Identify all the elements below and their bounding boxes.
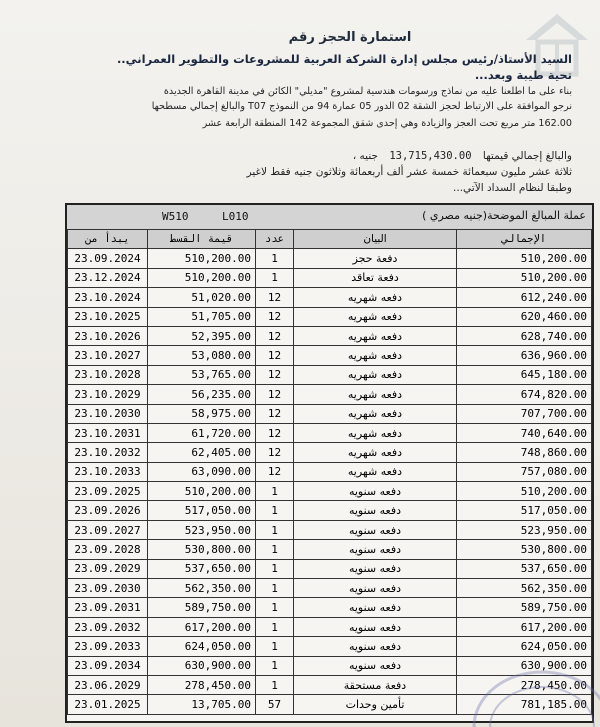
row-total: 645,180.00 — [457, 365, 592, 384]
header-row — [68, 230, 592, 249]
row-installment-value: 517,050.00 — [148, 501, 256, 520]
row-count: 12 — [256, 288, 294, 307]
row-installment-value: 589,750.00 — [148, 598, 256, 617]
row-statement: دفعة حجز — [294, 249, 457, 268]
schedule-grid — [67, 229, 592, 715]
row-total: 530,800.00 — [457, 540, 592, 559]
row-start-date: 23.10.2026 — [68, 326, 148, 345]
row-installment-value: 61,720.00 — [148, 423, 256, 442]
row-total: 278,450.00 — [457, 675, 592, 694]
col-installment-value: قيمة القسط — [148, 230, 256, 249]
total-value-line — [353, 150, 572, 162]
row-statement: دفعة مستحقة — [294, 675, 457, 694]
row-count: 1 — [256, 501, 294, 520]
row-start-date: 23.01.2025 — [68, 695, 148, 714]
row-start-date: 23.09.2034 — [68, 656, 148, 675]
row-statement: دفعه سنويه — [294, 637, 457, 656]
row-installment-value: 630,900.00 — [148, 656, 256, 675]
row-installment-value: 52,395.00 — [148, 326, 256, 345]
row-total: 617,200.00 — [457, 617, 592, 636]
row-total: 612,240.00 — [457, 288, 592, 307]
table-row — [68, 404, 592, 423]
total-in-words: ثلاثة عشر مليون سبعمائة خمسة عشر ألف أربعمائة وثلاثون جنيه فقط لاغير — [246, 166, 572, 178]
greeting: تحية طيبة وبعد... — [474, 68, 572, 82]
row-installment-value: 537,650.00 — [148, 559, 256, 578]
row-start-date: 23.09.2029 — [68, 559, 148, 578]
row-count: 1 — [256, 482, 294, 501]
row-statement: دفعه سنويه — [294, 482, 457, 501]
row-total: 636,960.00 — [457, 346, 592, 365]
table-row — [68, 617, 592, 636]
row-installment-value: 523,950.00 — [148, 520, 256, 539]
row-count: 1 — [256, 268, 294, 287]
row-start-date: 23.12.2024 — [68, 268, 148, 287]
row-start-date: 23.09.2032 — [68, 617, 148, 636]
body-line-2: نرجو الموافقة على الارتباط لحجز الشقة 02 الدور 05 عمارة 94 من النموذج T07 والبالغ إجمالي مسطحها — [151, 101, 572, 112]
table-row — [68, 249, 592, 268]
code-right: L010 — [222, 210, 249, 223]
payment-schedule-table — [65, 203, 594, 723]
row-count: 12 — [256, 423, 294, 442]
row-installment-value: 530,800.00 — [148, 540, 256, 559]
col-statement: البيان — [294, 230, 457, 249]
row-count: 12 — [256, 443, 294, 462]
body-line-3: 162.00 متر مربع تحت العجز والزيادة وهي إحدى شقق المجموعة 142 المنطقة الرابعة عشر — [202, 118, 572, 129]
row-count: 1 — [256, 656, 294, 675]
table-row — [68, 520, 592, 539]
row-start-date: 23.10.2032 — [68, 443, 148, 462]
row-start-date: 23.10.2027 — [68, 346, 148, 365]
row-installment-value: 51,705.00 — [148, 307, 256, 326]
row-statement: دفعه شهريه — [294, 404, 457, 423]
body-line-1: بناء على ما اطلعنا عليه من نماذج ورسومات هندسية لمشروع "مديلي" الكائن في مدينة القاهرة الجديدة — [163, 86, 572, 97]
row-total: 510,200.00 — [457, 482, 592, 501]
row-total: 510,200.00 — [457, 268, 592, 287]
row-installment-value: 62,405.00 — [148, 443, 256, 462]
table-row — [68, 307, 592, 326]
row-statement: دفعه شهريه — [294, 346, 457, 365]
row-statement: دفعه شهريه — [294, 365, 457, 384]
row-count: 1 — [256, 598, 294, 617]
row-count: 12 — [256, 326, 294, 345]
row-statement: دفعه شهريه — [294, 423, 457, 442]
row-start-date: 23.10.2033 — [68, 462, 148, 481]
row-total: 757,080.00 — [457, 462, 592, 481]
row-statement: دفعه شهريه — [294, 288, 457, 307]
currency-note: عملة المبالغ الموضحة(جنيه مصري ) — [422, 209, 586, 222]
row-installment-value: 510,200.00 — [148, 249, 256, 268]
table-row — [68, 326, 592, 345]
row-count: 1 — [256, 540, 294, 559]
row-installment-value: 510,200.00 — [148, 482, 256, 501]
row-statement: دفعه شهريه — [294, 462, 457, 481]
table-row — [68, 501, 592, 520]
table-row — [68, 598, 592, 617]
row-start-date: 23.10.2031 — [68, 423, 148, 442]
row-count: 12 — [256, 385, 294, 404]
row-installment-value: 278,450.00 — [148, 675, 256, 694]
row-statement: دفعه سنويه — [294, 656, 457, 675]
row-installment-value: 510,200.00 — [148, 268, 256, 287]
row-statement: دفعه سنويه — [294, 540, 457, 559]
row-statement: تأمين وحدات — [294, 695, 457, 714]
row-total: 620,460.00 — [457, 307, 592, 326]
row-statement: دفعه سنويه — [294, 579, 457, 598]
row-total: 630,900.00 — [457, 656, 592, 675]
row-statement: دفعه شهريه — [294, 307, 457, 326]
row-count: 12 — [256, 307, 294, 326]
row-count: 57 — [256, 695, 294, 714]
row-total: 562,350.00 — [457, 579, 592, 598]
row-total: 510,200.00 — [457, 249, 592, 268]
table-row — [68, 423, 592, 442]
row-statement: دفعه سنويه — [294, 520, 457, 539]
row-total: 740,640.00 — [457, 423, 592, 442]
row-installment-value: 13,705.00 — [148, 695, 256, 714]
row-statement: دفعه شهريه — [294, 443, 457, 462]
row-start-date: 23.09.2031 — [68, 598, 148, 617]
row-start-date: 23.09.2030 — [68, 579, 148, 598]
row-count: 1 — [256, 559, 294, 578]
row-start-date: 23.10.2028 — [68, 365, 148, 384]
total-label: والبالغ إجمالي قيمتها — [482, 150, 572, 162]
table-row — [68, 579, 592, 598]
table-row — [68, 462, 592, 481]
row-count: 1 — [256, 637, 294, 656]
row-count: 12 — [256, 462, 294, 481]
row-count: 12 — [256, 365, 294, 384]
total-amount: 13,715,430.00 — [389, 150, 472, 162]
table-title-bar — [67, 205, 592, 231]
row-total: 537,650.00 — [457, 559, 592, 578]
col-total: الإجمالي — [457, 230, 592, 249]
table-row — [68, 346, 592, 365]
row-installment-value: 617,200.00 — [148, 617, 256, 636]
table-row — [68, 443, 592, 462]
row-installment-value: 53,765.00 — [148, 365, 256, 384]
form-title: استمارة الحجز رقم — [288, 30, 412, 45]
table-row — [68, 385, 592, 404]
company-stamp-icon — [462, 657, 600, 727]
row-total: 589,750.00 — [457, 598, 592, 617]
row-installment-value: 58,975.00 — [148, 404, 256, 423]
row-count: 1 — [256, 520, 294, 539]
row-count: 1 — [256, 617, 294, 636]
row-total: 624,050.00 — [457, 637, 592, 656]
row-total: 523,950.00 — [457, 520, 592, 539]
table-row — [68, 637, 592, 656]
row-total: 674,820.00 — [457, 385, 592, 404]
row-start-date: 23.10.2030 — [68, 404, 148, 423]
row-count: 12 — [256, 346, 294, 365]
code-left: W510 — [162, 210, 189, 223]
col-start-date: يبدأ من — [68, 230, 148, 249]
table-row — [68, 559, 592, 578]
row-total: 628,740.00 — [457, 326, 592, 345]
table-row — [68, 268, 592, 287]
col-count: عدد — [256, 230, 294, 249]
row-count: 1 — [256, 675, 294, 694]
row-start-date: 23.10.2025 — [68, 307, 148, 326]
row-start-date: 23.09.2026 — [68, 501, 148, 520]
row-installment-value: 56,235.00 — [148, 385, 256, 404]
row-installment-value: 63,090.00 — [148, 462, 256, 481]
row-start-date: 23.10.2024 — [68, 288, 148, 307]
table-row — [68, 288, 592, 307]
row-statement: دفعه سنويه — [294, 617, 457, 636]
row-count: 12 — [256, 404, 294, 423]
row-start-date: 23.09.2033 — [68, 637, 148, 656]
row-total: 748,860.00 — [457, 443, 592, 462]
row-statement: دفعه سنويه — [294, 559, 457, 578]
row-statement: دفعه شهريه — [294, 385, 457, 404]
table-row — [68, 540, 592, 559]
row-installment-value: 562,350.00 — [148, 579, 256, 598]
row-start-date: 23.09.2025 — [68, 482, 148, 501]
row-count: 1 — [256, 249, 294, 268]
payment-system-label: وطبقا لنظام السداد الآتي... — [453, 182, 572, 194]
row-statement: دفعه شهريه — [294, 326, 457, 345]
total-currency: جنيه ، — [352, 150, 378, 162]
row-start-date: 23.09.2028 — [68, 540, 148, 559]
row-start-date: 23.10.2029 — [68, 385, 148, 404]
row-start-date: 23.09.2027 — [68, 520, 148, 539]
row-start-date: 23.09.2024 — [68, 249, 148, 268]
row-statement: دفعة تعاقد — [294, 268, 457, 287]
row-statement: دفعه سنويه — [294, 598, 457, 617]
row-installment-value: 624,050.00 — [148, 637, 256, 656]
table-row — [68, 482, 592, 501]
table-row — [68, 365, 592, 384]
row-count: 1 — [256, 579, 294, 598]
addressee: السيد الأستاذ/رئيس مجلس إدارة الشركة العربية للمشروعات والتطوير العمراني.. — [116, 52, 572, 66]
row-start-date: 23.06.2029 — [68, 675, 148, 694]
row-total: 781,185.00 — [457, 695, 592, 714]
row-statement: دفعه سنويه — [294, 501, 457, 520]
row-total: 517,050.00 — [457, 501, 592, 520]
row-total: 707,700.00 — [457, 404, 592, 423]
row-installment-value: 51,020.00 — [148, 288, 256, 307]
row-installment-value: 53,080.00 — [148, 346, 256, 365]
